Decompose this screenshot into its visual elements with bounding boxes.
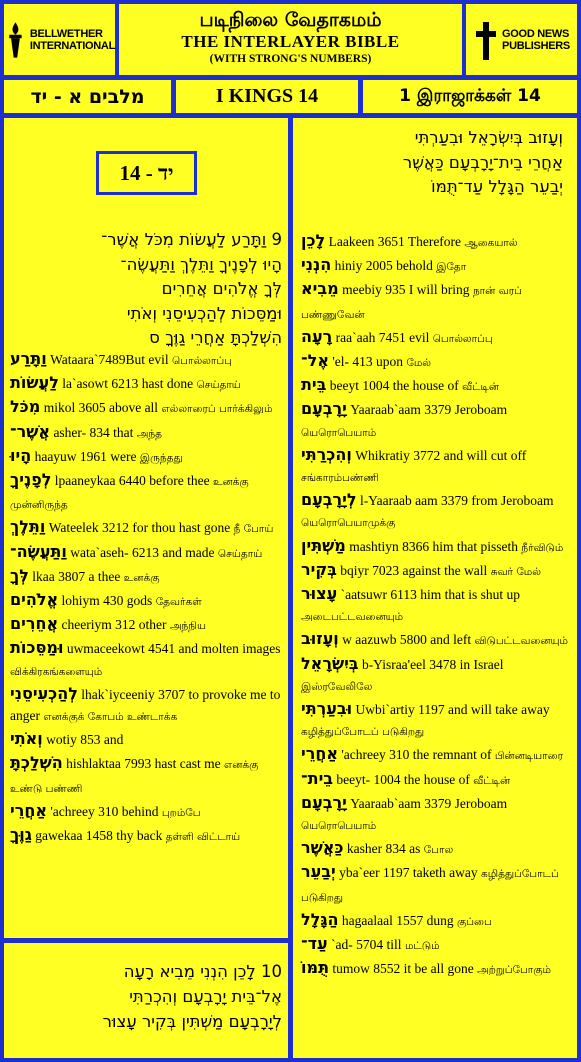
word-entry [301, 398, 569, 443]
tamil-gloss: அந்த [136, 427, 163, 440]
hebrew-word: לְיָרָבְעָם [301, 490, 357, 510]
word-entry [10, 541, 282, 565]
hebrew-word: וְאֹתִי [10, 729, 43, 749]
hebrew-word: גַוֶּךָ [10, 825, 32, 845]
tamil-gloss: அடைபட்டவனையும் [301, 611, 404, 624]
tamil-gloss: செய்தாய் [217, 547, 263, 560]
gloss-text: raa`aah 7451 evil [335, 329, 430, 345]
word-entry [301, 535, 569, 559]
verse-9-hebrew [12, 228, 282, 351]
gloss-text: `ad- 5704 till [331, 937, 402, 953]
word-entry [10, 516, 282, 540]
verse-line: לְּךָ אֱלֹהִים אֲחֵרִים [161, 279, 282, 298]
gloss-text: Whikratiy 3772 and will cut off [355, 447, 527, 463]
word-entry [301, 957, 569, 981]
verse-line: 9 וַתָּרַע לַעֲשׂוֹת מִכֹּל אֲשֶׁר־ [101, 230, 282, 249]
gloss-text: uwmaceekowt 4541 and molten images [66, 641, 281, 657]
hebrew-word: וַתָּרַע [10, 349, 47, 368]
good-news-logo [466, 4, 577, 75]
gloss-text: cheeriym 312 other [61, 617, 167, 633]
verse-10-hebrew [12, 959, 282, 1034]
word-entry [301, 861, 569, 908]
tamil-gloss: விடுபட்டவனையும் [474, 635, 568, 648]
tamil-gloss: புறம்பே [161, 806, 201, 819]
tamil-gloss: செய்தாய் [196, 379, 241, 392]
gloss-text: b-Yisraa'eel 3478 in Israel [361, 656, 504, 672]
word-entry [10, 683, 282, 728]
torch-icon [4, 18, 27, 62]
gloss-text: mikol 3605 above all [43, 400, 159, 416]
word-entry [10, 421, 282, 445]
tamil-book-label[interactable]: 1 இராஜாக்கள் 14 [363, 80, 577, 113]
verse-line: אַחֲרֵי בֵית־יָרָבְעָם כַּאֲשֶׁר [402, 152, 563, 172]
hebrew-word: אֲחֵרִים [10, 614, 59, 634]
gloss-text: hiniy 2005 behold [334, 258, 433, 274]
gloss-text: Wateelek 3212 for thou hast gone [48, 520, 231, 536]
hebrew-word: בֵּית [301, 375, 327, 395]
hebrew-word: וּמַסֵּכוֹת [10, 638, 64, 658]
title-block [119, 4, 462, 75]
word-entry [301, 792, 569, 837]
gloss-text: meebiy 935 I will bring [342, 282, 470, 298]
word-entry [301, 374, 569, 398]
hebrew-word: וְהִכְרַתִּי [301, 444, 352, 464]
tamil-gloss: மட்டும் [404, 940, 440, 953]
verse-line: אֶל־בֵּית יָרָבְעָם וְהִכְרַתִּי [129, 987, 282, 1006]
right-logo-line2: PUBLISHERS [502, 39, 570, 52]
gloss-text: 'achreey 310 behind [50, 803, 159, 819]
gloss-text: lpaaneykaa 6440 before thee [54, 473, 210, 489]
hebrew-word: מַשְׁתִּין [301, 535, 346, 555]
hebrew-word: וְעָזוּב [301, 629, 339, 649]
gloss-text: 'achreey 310 the remnant of [341, 747, 492, 763]
tamil-gloss: சங்காரம்பண்ணி [301, 472, 379, 485]
hebrew-book-label[interactable]: מלבים א - יד [4, 80, 171, 113]
word-entry [301, 350, 569, 374]
tamil-gloss: எல்லாரைப் பார்க்கிலும் [161, 403, 273, 416]
word-entry [301, 909, 569, 933]
gloss-text: w aazuwb 5800 and left [342, 632, 472, 648]
gloss-text: gawekaa 1458 thy back [35, 828, 163, 844]
gloss-text: `aatsuwr 6113 him that is shut up [340, 587, 521, 603]
hebrew-word: לְפָנֶיךָ [10, 470, 52, 490]
chapter-box: 14 - יד [96, 151, 197, 195]
word-entry [10, 565, 282, 589]
gloss-text: Yaaraab`aam 3379 Jeroboam [350, 402, 508, 418]
word-entry [301, 653, 569, 698]
tamil-gloss: இஸ்ரவேலிலே [301, 680, 373, 693]
gloss-text: lkaa 3807 a thee [32, 568, 121, 584]
word-entry [10, 613, 282, 637]
tamil-gloss: யெரொபெயாம் [301, 426, 377, 439]
word-entry [10, 637, 282, 682]
hebrew-word: וַתַּעֲשֶׂה־ [10, 541, 67, 561]
tamil-gloss: குப்பை [456, 915, 492, 928]
hebrew-word: וּבִעַרְתִּי [301, 699, 353, 719]
word-entry [301, 743, 569, 767]
tamil-gloss: யெரொபெயாமுக்கு [301, 517, 396, 530]
verse-line: יְבַעֵר הַגָּלָל עַד־תֻּמּוֹ [431, 177, 563, 196]
hebrew-word: יָרָבְעָם [301, 399, 347, 419]
tamil-gloss: இதோ [436, 261, 467, 274]
gloss-text: bqiyr 7023 against the wall [340, 562, 488, 578]
gloss-text: Uwbi`artiy 1197 and will take away [355, 702, 550, 718]
gloss-text: hishlaktaa 7993 hast cast me [66, 756, 221, 772]
tamil-gloss: கழித்துப்போடப் படுகிறது [301, 726, 425, 739]
gloss-text: 'el- 413 upon [332, 354, 404, 370]
gloss-text: tumow 8552 it be all gone [332, 961, 474, 977]
word-entry [10, 372, 282, 396]
tamil-gloss: நீர்விடும் [521, 541, 564, 554]
word-entry [301, 489, 569, 534]
hebrew-word: לְהַכְעִיסֵנִי [10, 683, 78, 703]
verse-10-box [4, 943, 288, 1058]
verse-line: 10 לָכֵן הִנְנִי מֵבִיא רָעָה [123, 962, 282, 981]
tamil-gloss: சுவர் மேல் [490, 565, 541, 578]
left-column [4, 118, 288, 938]
word-entry [301, 559, 569, 583]
left-word-list [10, 348, 282, 848]
gloss-text: lohiym 430 gods [61, 593, 153, 609]
tamil-gloss: பொல்லாப்பு [171, 355, 232, 367]
hebrew-word: מִכֹּל [10, 397, 41, 417]
gloss-text: yba`eer 1197 taketh away [339, 865, 478, 881]
hebrew-word: בְּיִשְׂרָאֵל [301, 653, 359, 673]
hebrew-word: לַעֲשׂוֹת [10, 373, 59, 393]
gloss-text: beeyt 1004 the house of [329, 378, 459, 394]
hebrew-word: בֵית־ [301, 768, 334, 788]
word-entry [10, 800, 282, 824]
hebrew-word: רָעָה [301, 326, 333, 346]
right-logo-line1: GOOD NEWS [502, 27, 570, 40]
tamil-gloss: பொல்லாப்பு [432, 332, 493, 345]
tamil-gloss: எனக்கு உண்டு பண்ணி [10, 759, 259, 795]
verse-hebrew-continued [301, 126, 563, 200]
word-entry [10, 396, 282, 420]
cross-icon [473, 18, 499, 62]
word-entry [301, 698, 569, 743]
hebrew-word: עַד־ [301, 934, 328, 954]
word-entry [301, 768, 569, 792]
tamil-gloss: யெரொபெயாம் [301, 820, 377, 833]
hebrew-word: הִשְׁלַכְתָּ [10, 753, 63, 773]
title-tamil: படிநிலை வேதாகமம் [199, 9, 382, 31]
subtitle: (WITH STRONG'S NUMBERS) [209, 53, 372, 65]
tamil-gloss: தள்ளி விட்டாய் [165, 831, 241, 844]
gloss-text: Laakeen 3651 Therefore [328, 234, 462, 249]
hebrew-word: אֱלֹהִים [10, 590, 59, 610]
word-entry [301, 326, 569, 350]
gloss-text: Yaaraab`aam 3379 Jeroboam [350, 795, 508, 811]
hebrew-word: הִנְנִי [301, 255, 332, 275]
left-logo-line2: INTERNATIONAL [29, 39, 115, 52]
word-entry [10, 728, 282, 752]
word-entry [10, 824, 282, 848]
word-entry [301, 254, 569, 278]
gloss-text: asher- 834 that [53, 424, 134, 440]
gloss-text: lhak`iyceeniy 3707 to provoke me to anger [10, 686, 281, 724]
tamil-gloss: கழித்துப்போடப் படுகிறது [301, 868, 559, 904]
hebrew-word: וַתֵּלֶךְ [10, 517, 46, 537]
tamil-gloss: விக்கிரகங்களையும் [10, 665, 103, 678]
gloss-text: kasher 834 as [346, 841, 421, 857]
word-entry [301, 933, 569, 957]
hebrew-word: יָרָבְעָם [301, 792, 347, 812]
gloss-text: wata`aseh- 6213 and made [70, 544, 215, 560]
tamil-gloss: தேவர்கள் [155, 596, 202, 609]
verse-line: וְעָזוּב בְּיִשְׂרָאֵל וּבִעַרְתִּי [414, 128, 563, 147]
english-book-label[interactable]: I KINGS 14 [176, 80, 358, 113]
word-entry [10, 752, 282, 799]
hebrew-word: מֵבִיא [301, 279, 339, 299]
tamil-gloss: மேல் [406, 357, 432, 370]
tamil-gloss: வீட்டின் [473, 774, 511, 787]
hebrew-word: אֶל־ [301, 351, 329, 371]
hebrew-word: לָכֵן [301, 231, 326, 250]
bellwether-logo [4, 4, 115, 75]
hebrew-word: הָיוּ [10, 445, 32, 465]
word-entry [301, 444, 569, 489]
gloss-text: wotiy 853 and [46, 732, 124, 748]
word-entry [10, 348, 282, 372]
tamil-gloss: ஆகையால் [464, 237, 518, 249]
hebrew-word: אֲשֶׁר־ [10, 421, 51, 441]
word-entry [301, 628, 569, 652]
gloss-text: mashtiyn 8366 him that pisseth [349, 538, 518, 554]
hebrew-word: יְבַעֵר [301, 862, 336, 882]
word-entry [301, 837, 569, 861]
word-entry [301, 230, 569, 254]
gloss-text: l-Yaaraab aam 3379 from Jeroboam [359, 493, 554, 509]
tamil-gloss: வீட்டின் [462, 381, 500, 394]
hebrew-word: עָצוּר [301, 584, 338, 604]
right-column [293, 118, 577, 1058]
verse-line: וּמַסֵּכוֹת לְהַכְעִיסֵנִי וְאֹתִי [126, 303, 282, 323]
hebrew-word: כַּאֲשֶׁר [301, 838, 344, 858]
hebrew-word: אַחֲרֵי [10, 800, 47, 820]
tamil-gloss: இருந்தது [139, 451, 183, 464]
hebrew-word: הַגָּלָל [301, 909, 339, 929]
tamil-gloss: எனக்குக் கோபம் உண்டாக்க [43, 711, 178, 724]
tamil-gloss: போல [423, 844, 454, 857]
tamil-gloss: உனக்கு முன்னிருந்த [10, 476, 249, 512]
tamil-gloss: உனக்கு [123, 571, 160, 584]
word-entry [10, 589, 282, 613]
word-entry [301, 278, 569, 325]
verse-line: לְיָרָבְעָם מַשְׁתִּין בְּקִיר עָצוּר [102, 1012, 282, 1031]
gloss-text: beeyt- 1004 the house of [336, 771, 470, 787]
word-entry [10, 445, 282, 469]
gloss-text: haayuw 1961 were [34, 448, 137, 464]
hebrew-word: תֻּמּוֹ [301, 958, 329, 978]
hebrew-word: לְּךָ [10, 565, 29, 585]
tamil-gloss: நீ போய் [233, 523, 274, 536]
gloss-text: la`asowt 6213 hast done [62, 376, 194, 392]
word-entry [301, 583, 569, 628]
hebrew-word: בְּקִיר [301, 559, 337, 579]
tamil-gloss: அந்நிய [169, 620, 206, 633]
right-word-list [301, 230, 569, 982]
word-entry [10, 469, 282, 516]
gloss-text: hagaalaal 1557 dung [341, 912, 454, 928]
left-logo-line1: BELLWETHER [29, 27, 103, 40]
hebrew-word: אַחֲרֵי [301, 744, 338, 764]
tamil-gloss: பின்னடியாரை [494, 750, 564, 763]
verse-line: הִשְׁלַכְתָּ אַחֲרֵי גַוֶּךָ ס [149, 328, 282, 347]
verse-line: הָיוּ לְפָנֶיךָ וַתֵּלֶךְ וַתַּעֲשֶׂה־ [120, 254, 282, 274]
title-english: THE INTERLAYER BIBLE [181, 32, 400, 51]
gloss-text: Wataara`7489But evil [50, 352, 169, 367]
tamil-gloss: அற்றுப்போகும் [477, 964, 551, 977]
tamil-gloss: நான் வரப் பண்ணுவேன் [301, 285, 522, 321]
